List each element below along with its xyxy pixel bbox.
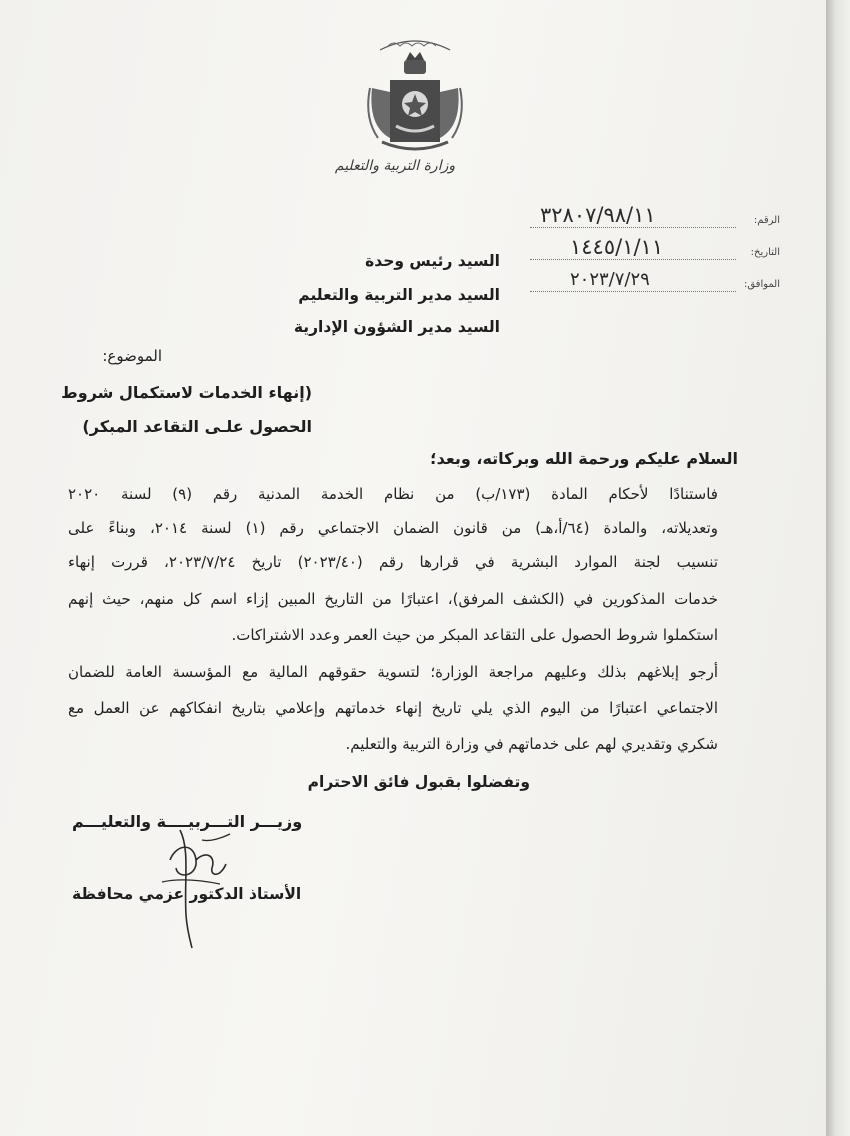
signatory-title: وزيـــر التـــربيــــة والتعليـــم (72, 812, 303, 831)
hijri-date-value: ١٤٤٥/١/١١ (570, 235, 664, 259)
body-line: الاجتماعي اعتبارًا من اليوم الذي يلي تاريخ إنهاء خدماتهم وإعلامي بتاريخ انفكاكهم عن العمل مع (68, 699, 718, 717)
page-edge-shadow (826, 0, 850, 1136)
subject-line-1: (إنهاء الخدمات لاستكمال شروط (61, 383, 312, 402)
body-line: شكري وتقديري لهم على خدماتهم في وزارة التربية والتعليم. (345, 735, 718, 753)
body-line: خدمات المذكورين في (الكشف المرفق)، اعتبارًا من التاريخ المبين إزاء اسم كل منهم، حيث إنهم (68, 590, 718, 608)
addressee-admin-director: السيد مدير الشؤون الإدارية (293, 318, 500, 336)
subject-line-2: الحصول علـى التقاعد المبكر) (82, 417, 312, 436)
body-line: فاستنادًا لأحكام المادة (١٧٣/ب) من نظام الخدمة المدنية رقم (٩) لسنة ٢٠٢٠ (68, 485, 718, 503)
addressee-education-director: السيد مدير التربية والتعليم (298, 286, 500, 304)
ministry-name: وزارة التربية والتعليم (334, 158, 456, 174)
gregorian-date-value: ٢٠٢٣/٧/٢٩ (570, 269, 650, 290)
body-line: أرجو إبلاغهم بذلك وعليهم مراجعة الوزارة؛ لتسوية حقوقهم المالية مع المؤسسة العامة للضمان (68, 663, 718, 681)
body-line: وتعديلاته، والمادة (٦٤/أ،هـ) من قانون الضمان الاجتماعي رقم (١) لسنة ٢٠١٤، وبناءً على (68, 519, 718, 537)
reference-number-value: ٣٢٨٠٧/٩٨/١١ (540, 203, 656, 227)
hijri-date-row (530, 237, 780, 269)
subject-label: الموضوع: (102, 347, 162, 365)
gregorian-date-label: الموافق: (743, 279, 780, 290)
gregorian-date-row (530, 269, 780, 301)
body-line: استكملوا شروط الحصول على التقاعد المبكر من حيث العمر وعدد الاشتراكات. (231, 626, 718, 644)
greeting: السلام عليكم ورحمة الله وبركاته، وبعد؛ (430, 449, 738, 468)
body-line: تنسيب لجنة الموارد البشرية في قرارها رقم (٢٠٢٣/٤٠) تاريخ ٢٠٢٣/٧/٢٤، قررت إنهاء (68, 553, 719, 571)
addressee-unit-head: السيد رئيس وحدة (365, 252, 500, 270)
signatory-name: الأستاذ الدكتور عزمي محافظة (72, 885, 302, 903)
closing-phrase: وتفضلوا بقبول فائق الاحترام (307, 773, 530, 791)
reference-number-label: الرقم: (753, 215, 780, 226)
reference-block (530, 205, 780, 301)
reference-number-row (530, 205, 780, 237)
hijri-date-label: التاريخ: (750, 247, 780, 258)
